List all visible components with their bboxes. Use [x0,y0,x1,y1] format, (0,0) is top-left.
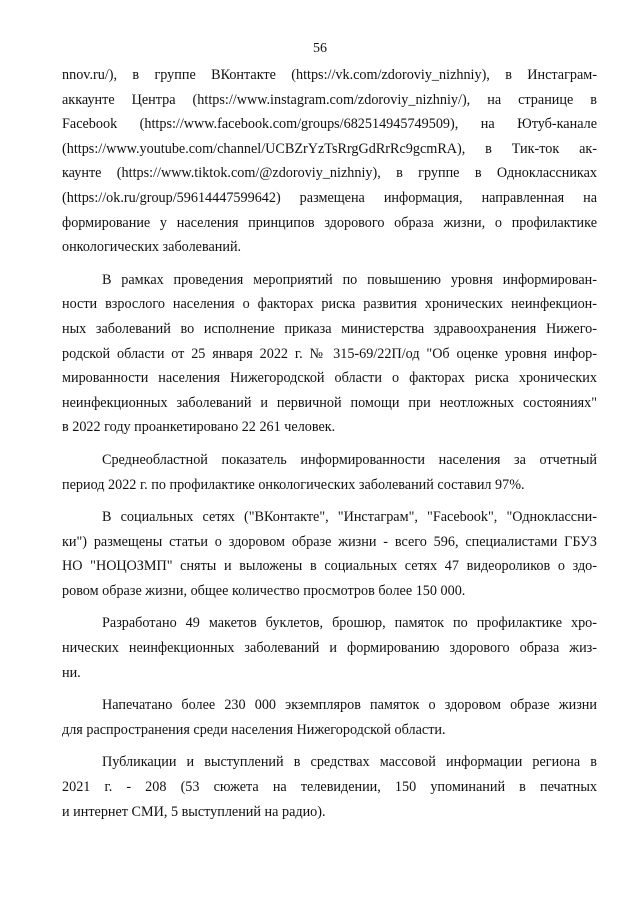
text-line: В рамках проведения мероприятий по повышению уровня информирован- [102,271,597,288]
text-line: и интернет СМИ, 5 выступлений на радио). [62,803,326,820]
text-line: Среднеобластной показатель информированности населения за отчетный [102,451,597,468]
text-line: формирование у населения принципов здорового образа жизни, о профилактике [62,214,597,231]
text-line: ровом образе жизни, общее количество просмотров более 150 000. [62,582,466,599]
text-line: (https://www.youtube.com/channel/UCBZrYzTsRrgGdRrRc9gcmRA), в Тик-ток ак- [62,140,597,157]
text-line: НО "НОЦОЗМП" сняты и выложены в социальных сетях 47 видеороликов о здо- [62,558,597,575]
body-text [62,63,597,832]
paragraph-media-publications [62,750,597,824]
text-line: ки") размещены статьи о здоровом образе жизни - всего 596, специалистами ГБУЗ [62,533,597,550]
text-line: (https://ok.ru/group/59614447599642) размещена информация, направленная на [62,189,597,206]
text-line: для распространения среди населения Нижегородской области. [62,721,446,738]
text-line: Публикации и выступлений в средствах массовой информации региона в [102,754,597,771]
text-line: онкологических заболеваний. [62,239,242,256]
paragraph-awareness-indicator [62,448,597,497]
text-line: родской области от 25 января 2022 г. № 315-69/22П/од "Об оценке уровня инфор- [62,345,597,362]
text-line: ности взрослого населения о факторах риска развития хронических неинфекцион- [62,296,597,313]
text-line: в 2022 году проанкетировано 22 261 человек. [62,419,336,436]
text-line: нических неинфекционных заболеваний и формированию здорового образа жиз- [62,640,597,657]
text-line: 2021 г. - 208 (53 сюжета на телевидении, 150 упоминаний в печатных [62,779,597,796]
text-line: период 2022 г. по профилактике онкологических заболеваний составил 97%. [62,476,525,493]
text-line: Разработано 49 макетов буклетов, брошюр, памяток по профилактике хро- [102,615,597,632]
text-line: ных заболеваний во исполнение приказа министерства здравоохранения Нижего- [62,320,597,337]
text-line: В социальных сетях ("ВКонтакте", "Инстаграм", "Facebook", "Одноклассни- [102,509,597,526]
text-line: Facebook (https://www.facebook.com/groups/682514945749509), на Ютуб-канале [62,116,597,133]
text-line: неинфекционных заболеваний и первичной помощи при неотложных состояниях" [62,394,597,411]
text-line: каунте (https://www.tiktok.com/@zdoroviy_nizhniy), в группе в Одноклассниках [62,165,597,182]
text-line: ни. [62,664,81,681]
page-number: 56 [313,41,327,56]
text-line: nnov.ru/), в группе ВКонтакте (https://vk.com/zdoroviy_nizhniy), в Инстаграм- [62,67,597,83]
paragraph-booklets [62,611,597,685]
paragraph-survey [62,268,597,440]
paragraph-social-networks [62,505,597,603]
text-line: Напечатано более 230 000 экземпляров памяток о здоровом образе жизни [102,697,597,714]
text-line: аккаунте Центра (https://www.instagram.com/zdoroviy_nizhniy/), на странице в [62,91,597,108]
paragraph-social-media-links [62,63,597,260]
paragraph-printed-copies [62,693,597,742]
text-line: мированности населения Нижегородской области о факторах риска хронических [62,370,597,387]
